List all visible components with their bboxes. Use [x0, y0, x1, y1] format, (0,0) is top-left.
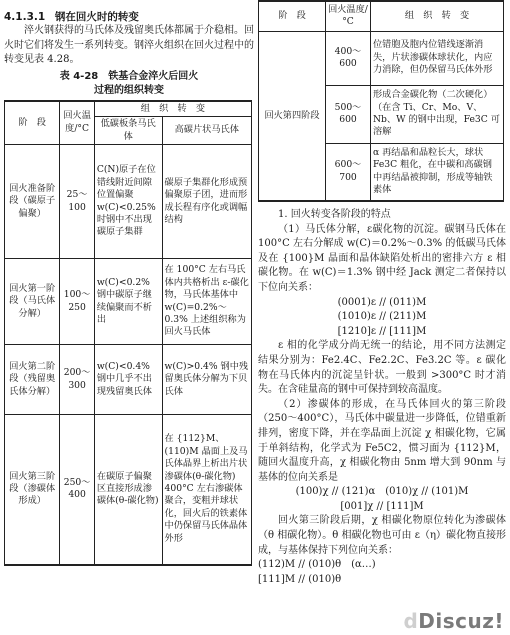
row-stage: 回火准备阶段（碳原子偏聚）: [5, 145, 60, 259]
header-high-carbon: 高碳片状马氏体: [162, 117, 251, 145]
watermark-text: Discuz!: [418, 609, 504, 633]
row-temp: 500～600: [326, 85, 371, 143]
orientation-relation: (100)χ // (121)α (010)χ // (101)M: [295, 486, 469, 498]
table-row: [5, 415, 252, 565]
row-temp: 600～700: [326, 143, 371, 201]
header-temp: 回火温度/°C: [60, 101, 94, 145]
row-temp: 200～300: [60, 345, 94, 415]
orientation-relation: (1010)ε // (211)M: [337, 311, 427, 323]
header-low-carbon: 低碳板条马氏体: [94, 117, 162, 145]
row-low: w(C)<0.4% 钢中几乎不出现残留奥氏体: [94, 345, 162, 415]
row-high: 在 {112}M、(110)M 晶面上及马氏体晶界上析出片状渗碳体(θ-碳化物) 400°C 左右渗碳体聚合，变粗并球状化，回火后的铁素体中仍保留马氏体晶体外形: [162, 415, 251, 565]
row-temp: 100～250: [60, 259, 94, 345]
row-temp: 400～600: [326, 31, 371, 85]
table-row: [5, 345, 252, 415]
row-temp: 250～400: [60, 415, 94, 565]
row-text: α 再结晶和晶粒长大，球状 Fe3C 粗化，在中碳和高碳钢中再结晶被抑制，形成等轴铁素体: [371, 143, 504, 201]
row-temp: 25～100: [60, 145, 94, 259]
header-temp: 回火温度/°C: [326, 1, 371, 31]
table-caption: [4, 70, 254, 98]
row-stage: 回火第三阶段（渗碳体形成）: [5, 415, 60, 565]
transformation-table-right: [258, 0, 504, 202]
header-group: 组 织 转 变: [94, 101, 251, 117]
body-paragraph-2: ε 相的化学成分尚无统一的结论，用不同方法测定结果分别为：Fe2.4C、Fe2.2C、Fe3.2C 等。ε 碳化物在马氏体内的沉淀呈针状。一般到 >300°C 时才消失。在含硅量高的钢中可保持到较高温度。: [258, 340, 506, 396]
body-paragraph-3: （2）渗碳体的形成，在马氏体回火的第三阶段（250～400°C），马氏体中碳量进一步降低，位错重新排列，密度下降，并在孪晶面上沉淀 χ 相碳化物，它属于单斜结构，化学式为 Fe5C2，惯习面为 {112}M，随回火温度升高，χ 相碳化物由 5nm 增大到 90nm 与基体的位向关系是: [258, 398, 506, 483]
body-paragraph-4: 回火第三阶段后期，χ 相碳化物原位转化为渗碳体（θ 相碳化物）。θ 相碳化物也可由 ε（η）碳化物直接形成，与基体保持下列位向关系：: [258, 515, 506, 556]
row-low: 在碳原子偏聚区直接形成渗碳体(θ-碳化物): [94, 415, 162, 565]
row-low: C(N)原子在位错线附近间隙位置偏聚 w(C)<0.25% 时钢中不出现碳原子集群: [94, 145, 162, 259]
header-transform: 组 织 转 变: [371, 1, 504, 31]
row-stage: 回火第四阶段: [259, 31, 326, 201]
body-paragraph-1: （1）马氏体分解，ε碳化物的沉淀。碳钢马氏体在 100°C 左右分解成 w(C)＝0.2%～0.3% 的低碳马氏体及在 {100}M 晶面和晶体缺陷处析出的密排六方 ε 相碳化物。在 w(C)＝1.3% 钢中经 Jack 测定二者保持以下位向关系：: [258, 223, 506, 293]
right-column: [258, 0, 506, 587]
table-caption-line1: 表 4-28 铁基合金淬火后回火: [59, 70, 199, 82]
watermark-prefix: d: [403, 609, 419, 633]
watermark-logo: [403, 609, 504, 633]
row-stage: 回火第一阶段（马氏体分解）: [5, 259, 60, 345]
intro-paragraph: 淬火钢获得的马氏体及残留奥氏体都属于介稳相。回火时它们将发生一系列转变。钢淬火组织在回火过程中的转变见表 4.28。: [4, 25, 254, 66]
section-title: 钢在回火时的转变: [54, 11, 139, 23]
table-caption-line2: 过程的组织转变: [94, 84, 164, 96]
table-row: [259, 31, 504, 85]
orientation-relation: [111]M // (010)θ: [258, 573, 342, 585]
orientation-relation: (0001)ε // (011)M: [337, 296, 427, 308]
orientation-relation: (112)M // (010)θ (α…): [258, 559, 376, 571]
transformation-table-left: [4, 100, 252, 566]
row-high: w(C)>0.4% 钢中残留奥氏体分解为下贝氏体: [162, 345, 251, 415]
row-high: 在 100°C 左右马氏体内共格析出 ε-碳化物，马氏体基体中 w(C)=0.2%～0.3% 上述组织称为回火马氏体: [162, 259, 251, 345]
left-column: [4, 0, 254, 566]
row-text: 形成合金碳化物（二次硬化）（在含 Ti、Cr、Mo、V、Nb、W 的钢中出现，Fe3C 可溶解: [371, 85, 504, 143]
section-number: 4.1.3.1: [4, 11, 46, 23]
row-text: 位错胞及胞内位错线逐渐消失，片状渗碳体球状化，内应力消除，但仍保留马氏体外形: [371, 31, 504, 85]
orientation-relation: [001]χ // [111]M: [340, 500, 424, 512]
header-stage: 阶 段: [259, 1, 326, 31]
section-heading: [4, 10, 254, 24]
row-stage: 回火第二阶段（残留奥氏体分解）: [5, 345, 60, 415]
table-row: [5, 145, 252, 259]
row-high: 碳原子集群化形成预偏聚原子团，进而形成长程有序化或调幅结构: [162, 145, 251, 259]
body-subheading: 1. 回火转变各阶段的特点: [278, 209, 391, 220]
table-row: [5, 259, 252, 345]
header-stage: 阶 段: [5, 101, 60, 145]
row-low: w(C)<0.2% 钢中碳原子继续偏聚而不析出: [94, 259, 162, 345]
orientation-relation: [1210]ε // [111]M: [337, 325, 427, 337]
